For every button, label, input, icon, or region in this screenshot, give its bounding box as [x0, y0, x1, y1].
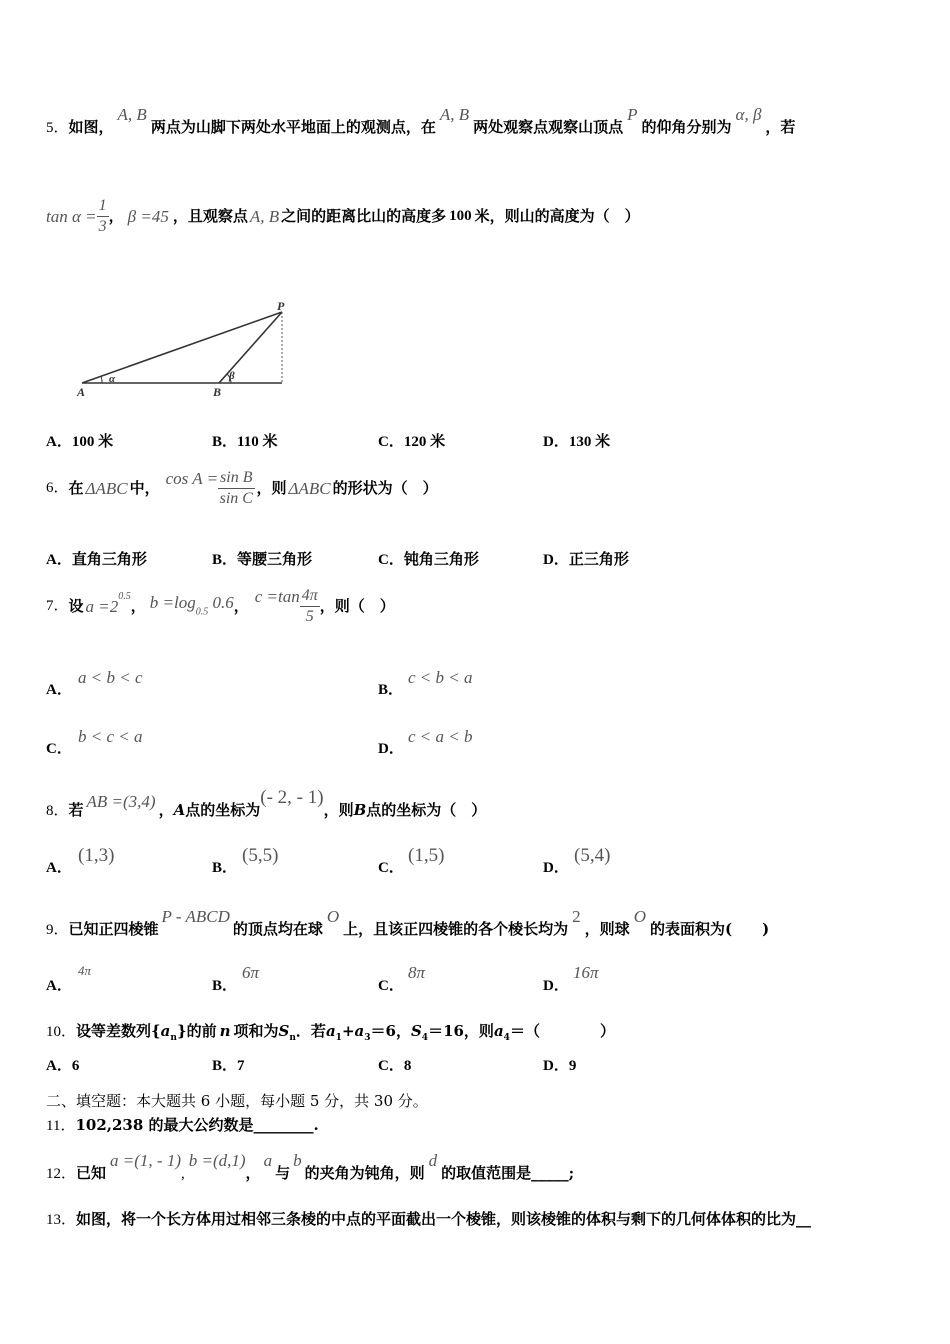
- fraction-sinb-sinc: $\frac{\text{sin B}}{\text{sin C}}$: [219, 469, 253, 507]
- q5-option-d[interactable]: D．130 米: [543, 434, 611, 450]
- q10-option-b[interactable]: B．7: [212, 1058, 245, 1074]
- q6-option-a[interactable]: A．直角三角形: [46, 550, 147, 568]
- question-12: 12．已知a =(1, - 1),b =(d,1)，a与b的夹角为钝角，则d的取值范围是_____;: [46, 1151, 575, 1182]
- q5-option-a[interactable]: A．100 米: [46, 434, 114, 450]
- question-5-line2: tan α = $\frac{1}{3}$ ， β =45 ，且观察点 A, B 之间的距离比山的高度多 100 米，则山的高度为（ ）: [46, 197, 640, 235]
- question-6: 6．在 ΔABC 中， cos A = $\frac{\text{sin B}}{\text{sin C}}$ ，则 ΔABC 的形状为（ ）: [46, 469, 438, 507]
- question-10: 10．设等差数列$\{a_n\}$的前 n 项和为$S_n$．若$a_1+a_3=6$，$S_4=16$，则$a_4=$（ ）: [46, 1022, 615, 1043]
- q6-option-c[interactable]: C．钝角三角形: [378, 550, 479, 568]
- q8-option-d-label[interactable]: D．: [543, 860, 569, 876]
- q9-option-a-label[interactable]: A．: [46, 978, 72, 994]
- q5-option-c[interactable]: C．120 米: [378, 434, 446, 450]
- q8-option-c-label[interactable]: C．: [378, 860, 404, 876]
- q7-option-b-label[interactable]: B．: [378, 682, 404, 698]
- question-13: 13．如图，将一个长方体用过相邻三条棱的中点的平面截出一个棱锥，则该棱锥的体积与剩下的几何体体积的比为__: [46, 1210, 812, 1228]
- section-2-heading: 二、填空题：本大题共 6 小题，每小题 5 分，共 30 分。: [46, 1092, 428, 1110]
- q9-option-c-text: 8π: [408, 963, 426, 982]
- label-a: A: [77, 385, 86, 399]
- question-11: 11．102,238 的最大公约数是________.: [46, 1116, 319, 1134]
- q10-option-d[interactable]: D．9: [543, 1058, 577, 1074]
- q5-option-b[interactable]: B．110 米: [212, 434, 278, 450]
- label-alpha: α: [109, 373, 116, 385]
- q8-option-b-label[interactable]: B．: [212, 860, 238, 876]
- q7-option-c-label[interactable]: C．: [46, 741, 72, 757]
- q8-option-b-text: (5,5): [242, 845, 279, 866]
- label-beta: β: [229, 370, 235, 382]
- q9-option-a-text: 4π: [78, 963, 92, 978]
- q8-option-d-text: (5,4): [574, 845, 611, 866]
- q7-option-b-text: c < b < a: [408, 668, 473, 687]
- label-p: P: [277, 299, 285, 313]
- q9-option-d-text: 16π: [573, 963, 599, 982]
- q7-option-a-text: a < b < c: [78, 668, 143, 687]
- q6-option-b[interactable]: B．等腰三角形: [212, 550, 313, 568]
- question-7: 7．设 $a =2^{0.5}$， $b =\log_{0.5}$ 0.6， c =tan $\frac{4\pi}{5}$ ，则（ ）: [46, 587, 395, 625]
- q7-option-d-label[interactable]: D．: [378, 741, 404, 757]
- q6-option-d[interactable]: D．正三角形: [543, 550, 629, 568]
- fraction-4pi-5: $\frac{4\pi}{5}$: [301, 587, 318, 625]
- q7-option-d-text: c < a < b: [408, 727, 473, 746]
- q7-option-a-label[interactable]: A．: [46, 682, 72, 698]
- q9-option-d-label[interactable]: D．: [543, 978, 569, 994]
- q9-option-b-label[interactable]: B．: [212, 978, 238, 994]
- question-9: 9．已知正四棱锥P - ABCD的顶点均在球O上，且该正四棱锥的各个棱长均为2，则球O的表面积为( ): [46, 907, 770, 938]
- mountain-figure: [74, 298, 294, 402]
- alpha-arc: [101, 376, 102, 383]
- q10-option-c[interactable]: C．8: [378, 1058, 412, 1074]
- q8-option-a-text: (1,3): [78, 845, 115, 866]
- fraction-one-third: $\frac{1}{3}$: [98, 197, 107, 235]
- q10-option-a[interactable]: A．6: [46, 1058, 80, 1074]
- q7-option-c-text: b < c < a: [78, 727, 143, 746]
- label-b: B: [213, 385, 222, 399]
- question-8: 8．若 AB =(3,4) ，A点的坐标为(- 2, - 1)，则B点的坐标为（ ）: [46, 787, 487, 819]
- q9-option-b-text: 6π: [242, 963, 260, 982]
- q9-option-c-label[interactable]: C．: [378, 978, 404, 994]
- q8-option-a-label[interactable]: A．: [46, 860, 72, 876]
- question-5-line1: 5．如图，A, B两点为山脚下两处水平地面上的观测点，在A, B两处观察点观察山顶点P的仰角分别为α, β，若: [46, 105, 796, 136]
- q8-option-c-text: (1,5): [408, 845, 445, 866]
